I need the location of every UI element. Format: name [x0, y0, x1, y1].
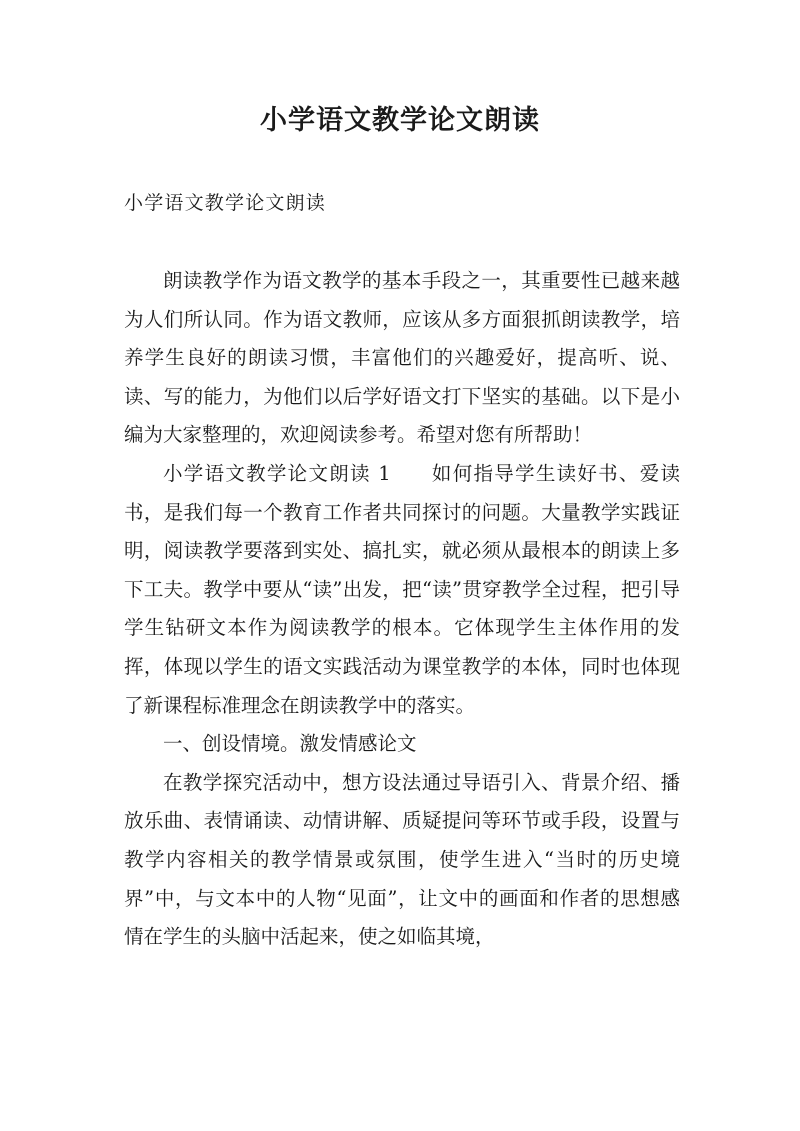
document-title: 小学语文教学论文朗读 [260, 105, 540, 136]
section-1-heading: 一、创设情境。激发情感论文 [163, 732, 417, 756]
essay-1-paragraph [124, 455, 680, 725]
essay-1-body: 如何指导学生读好书、爱读书，是我们每一个教育工作者共同探讨的问题。大量教学实践证明，阅读教学要落到实处、搞扎实，就必须从最根本的朗读上多下工夫。教学中要从“读”出发，把“读”贯穿教学全过程，把引导学生钻研文本作为阅读教学的根本。它体现学生主体作用的发挥，体现以学生的语文实践活动为课堂教学的本体，同时也体现了新课程标准理念在朗读教学中的落实。 [124, 461, 680, 717]
section-1-paragraph: 在教学探究活动中，想方设法通过导语引入、背景介绍、播放乐曲、表情诵读、动情讲解、质疑提问等环节或手段，设置与教学内容相关的教学情景或氛围，使学生进入“当时的历史境界”中，与文本中的人物“见面”，让文中的画面和作者的思想感情在学生的头脑中活起来，使之如临其境， [124, 770, 680, 949]
document-subtitle: 小学语文教学论文朗读 [124, 192, 327, 214]
intro-paragraph: 朗读教学作为语文教学的基本手段之一，其重要性已越来越为人们所认同。作为语文教师，应该从多方面狠抓朗读教学，培养学生良好的朗读习惯，丰富他们的兴趣爱好，提高听、说、读、写的能力，为他们以后学好语文打下坚实的基础。以下是小编为大家整理的，欢迎阅读参考。希望对您有所帮助！ [124, 269, 680, 447]
essay-1-heading: 小学语文教学论文朗读 1 [163, 461, 391, 485]
document-body [124, 262, 680, 957]
